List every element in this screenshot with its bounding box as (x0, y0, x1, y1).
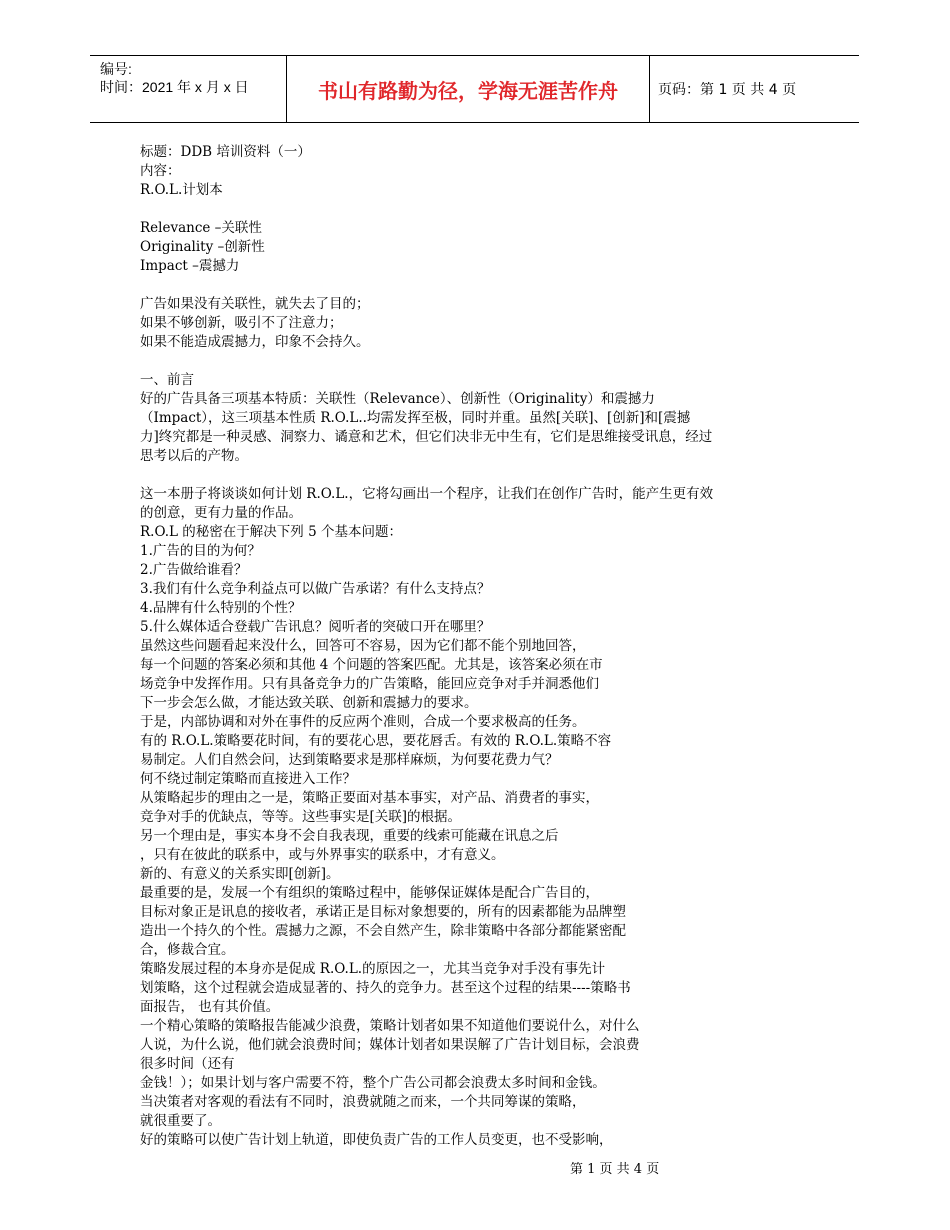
text-line: 面报告， 也有其价值。 (140, 999, 280, 1015)
text-line: 合，修裁合宜。 (140, 942, 235, 958)
text-line: 5.什么媒体适合登载广告讯息？阅听者的突破口开在哪里？ (140, 619, 491, 635)
blank-line (140, 200, 820, 219)
text-line: 就很重要了。 (140, 1113, 221, 1129)
text-line: 虽然这些问题看起来没什么，回答可不容易，因为它们都不能个别地回答， (140, 638, 586, 654)
text-line: 一个精心策略的策略报告能减少浪费，策略计划者如果不知道他们要说什么，对什么 (140, 1018, 640, 1034)
text-line: 新的、有意义的关系实即[创新]。 (140, 866, 340, 882)
text-line: 这一本册子将谈谈如何计划 R.O.L.，它将勾画出一个程序，让我们在创作广告时，能产生更有效 (140, 486, 714, 502)
document-time-label: 时间：2021 年 x 月 x 日 (100, 79, 249, 95)
text-line: 的创意，更有力量的作品。 (140, 505, 302, 521)
text-line: 策略发展过程的本身亦是促成 R.O.L.的原因之一，尤其当竞争对手没有事先计 (140, 961, 606, 977)
text-line: Relevance –关联性 (140, 220, 262, 236)
text-line: ，只有在彼此的联系中，或与外界事实的联系中，才有意义。 (140, 847, 505, 863)
text-line: 造出一个持久的个性。震撼力之源，不会自然产生，除非策略中各部分都能紧密配 (140, 923, 626, 939)
text-line: 4.品牌有什么特别的个性？ (140, 600, 302, 616)
text-line: 好的策略可以使广告计划上轨道，即使负责广告的工作人员变更，也不受影响， (140, 1132, 613, 1148)
blank-line (140, 466, 820, 485)
page-footer: 第 1 页 共 4 页 (570, 1162, 660, 1177)
text-line: 很多时间（还有 (140, 1056, 235, 1072)
document-body (140, 143, 820, 1150)
text-line: R.O.L.计划本 (140, 182, 223, 198)
header-meta (100, 60, 286, 96)
text-line: 如果不够创新，吸引不了注意力； (140, 315, 343, 331)
text-line: 竞争对手的优缺点，等等。这些事实是[关联]的根据。 (140, 809, 462, 825)
header-page-label: 页码：第 1 页 共 4 页 (658, 82, 797, 98)
text-line: 1.广告的目的为何？ (140, 543, 261, 559)
blank-line (140, 352, 820, 371)
text-line: 于是，内部协调和对外在事件的反应两个准则，合成一个要求极高的任务。 (140, 714, 586, 730)
text-line: 每一个问题的答案必须和其他 4 个问题的答案匹配。尤其是，该答案必须在市 (140, 657, 603, 673)
text-line: 下一步会怎么做，才能达致关联、创新和震撼力的要求。 (140, 695, 478, 711)
text-line: 力]终究都是一种灵感、洞察力、谲意和艺术，但它们决非无中生有，它们是思维接受讯息，经过 (140, 429, 713, 445)
header-motto: 书山有路勤为径，学海无涯苦作舟 (286, 56, 650, 122)
text-line: 另一个理由是，事实本身不会自我表现，重要的线索可能藏在讯息之后 (140, 828, 559, 844)
text-line: （Impact），这三项基本性质 R.O.L..均需发挥至极，同时并重。虽然[关联]、[创新]和[震撼 (140, 410, 691, 426)
text-line: 广告如果没有关联性，就失去了目的； (140, 296, 370, 312)
text-line: R.O.L 的秘密在于解决下列 5 个基本问题： (140, 524, 402, 540)
text-line: 金钱！）；如果计划与客户需要不符，整个广告公司都会浪费太多时间和金钱。 (140, 1075, 606, 1091)
text-line: 划策略，这个过程就会造成显著的、持久的竞争力。甚至这个过程的结果----策略书 (140, 980, 631, 996)
text-line: 标题：DDB 培训资料（一） (140, 144, 311, 160)
text-line: 场竞争中发挥作用。只有具备竞争力的广告策略，能回应竞争对手并洞悉他们 (140, 676, 599, 692)
text-line: 一、前言 (140, 372, 194, 388)
text-line: Originality –创新性 (140, 239, 265, 255)
text-line: 最重要的是，发展一个有组织的策略过程中，能够保证媒体是配合广告目的， (140, 885, 599, 901)
text-line: 何不绕过制定策略而直接进入工作？ (140, 771, 356, 787)
text-line: 目标对象正是讯息的接收者，承诺正是目标对象想要的，所有的因素都能为品牌塑 (140, 904, 626, 920)
text-line: 思考以后的产物。 (140, 448, 248, 464)
text-line: 易制定。人们自然会问，达到策略要求是那样麻烦，为何要花费力气？ (140, 752, 559, 768)
page-header (90, 55, 859, 123)
text-line: 内容： (140, 163, 181, 179)
text-line: Impact –震撼力 (140, 258, 240, 274)
text-line: 当决策者对客观的看法有不同时，浪费就随之而来，一个共同筹谋的策略， (140, 1094, 586, 1110)
document-number-label: 编号: (100, 61, 132, 77)
text-line: 人说，为什么说，他们就会浪费时间；媒体计划者如果误解了广告计划目标，会浪费 (140, 1037, 640, 1053)
text-line: 3.我们有什么竞争利益点可以做广告承诺？有什么支持点？ (140, 581, 491, 597)
text-line: 如果不能造成震撼力，印象不会持久。 (140, 334, 370, 350)
text-line: 2.广告做给谁看？ (140, 562, 248, 578)
text-line: 好的广告具备三项基本特质：关联性（Relevance）、创新性（Originality）和震撼力 (140, 391, 655, 407)
text-line: 有的 R.O.L.策略要花时间，有的要花心思，要花唇舌。有效的 R.O.L.策略不容 (140, 733, 612, 749)
text-line: 从策略起步的理由之一是，策略正要面对基本事实，对产品、消费者的事实， (140, 790, 599, 806)
blank-line (140, 276, 820, 295)
